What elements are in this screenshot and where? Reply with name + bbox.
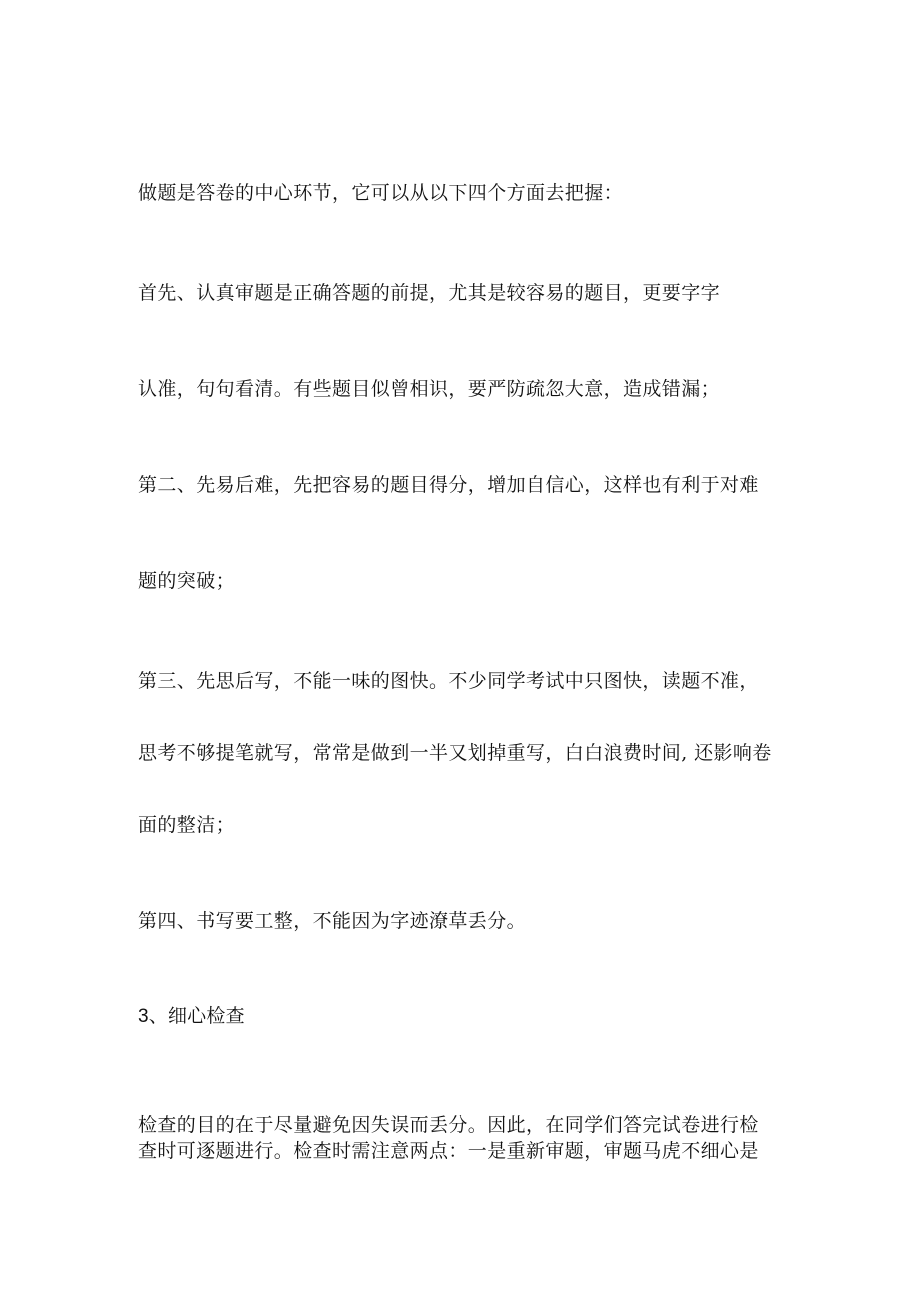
paragraph-second-line-2: 题的突破； xyxy=(138,570,236,592)
section-heading-check: 3、细心检查 xyxy=(138,1006,245,1027)
paragraph-second-line-1: 第二、先易后难，先把容易的题目得分，增加自信心，这样也有利于对难 xyxy=(138,474,759,496)
paragraph-check-line-2: 查时可逐题进行。检查时需注意两点：一是重新审题，审题马虎不细心是 xyxy=(138,1140,759,1162)
paragraph-intro: 做题是答卷的中心环节，它可以从以下四个方面去把握： xyxy=(138,182,624,204)
paragraph-fourth: 第四、书写要工整，不能因为字迹潦草丢分。 xyxy=(138,910,527,932)
paragraph-first-line-1: 首先、认真审题是正确答题的前提，尤其是较容易的题目，更要字字 xyxy=(138,282,721,304)
paragraph-third-line-3: 面的整洁； xyxy=(138,814,236,836)
paragraph-first-line-2: 认准，句句看清。有些题目似曾相识，要严防疏忽大意，造成错漏； xyxy=(138,378,721,400)
paragraph-third-line-1: 第三、先思后写，不能一味的图快。不少同学考试中只图快，读题不准， xyxy=(138,670,759,692)
paragraph-third-line-2: 思考不够提笔就写，常常是做到一半又划掉重写，白白浪费时间, 还影响卷 xyxy=(138,742,772,764)
paragraph-check-line-1: 检查的目的在于尽量避免因失误而丢分。因此，在同学们答完试卷进行检 xyxy=(138,1114,759,1136)
